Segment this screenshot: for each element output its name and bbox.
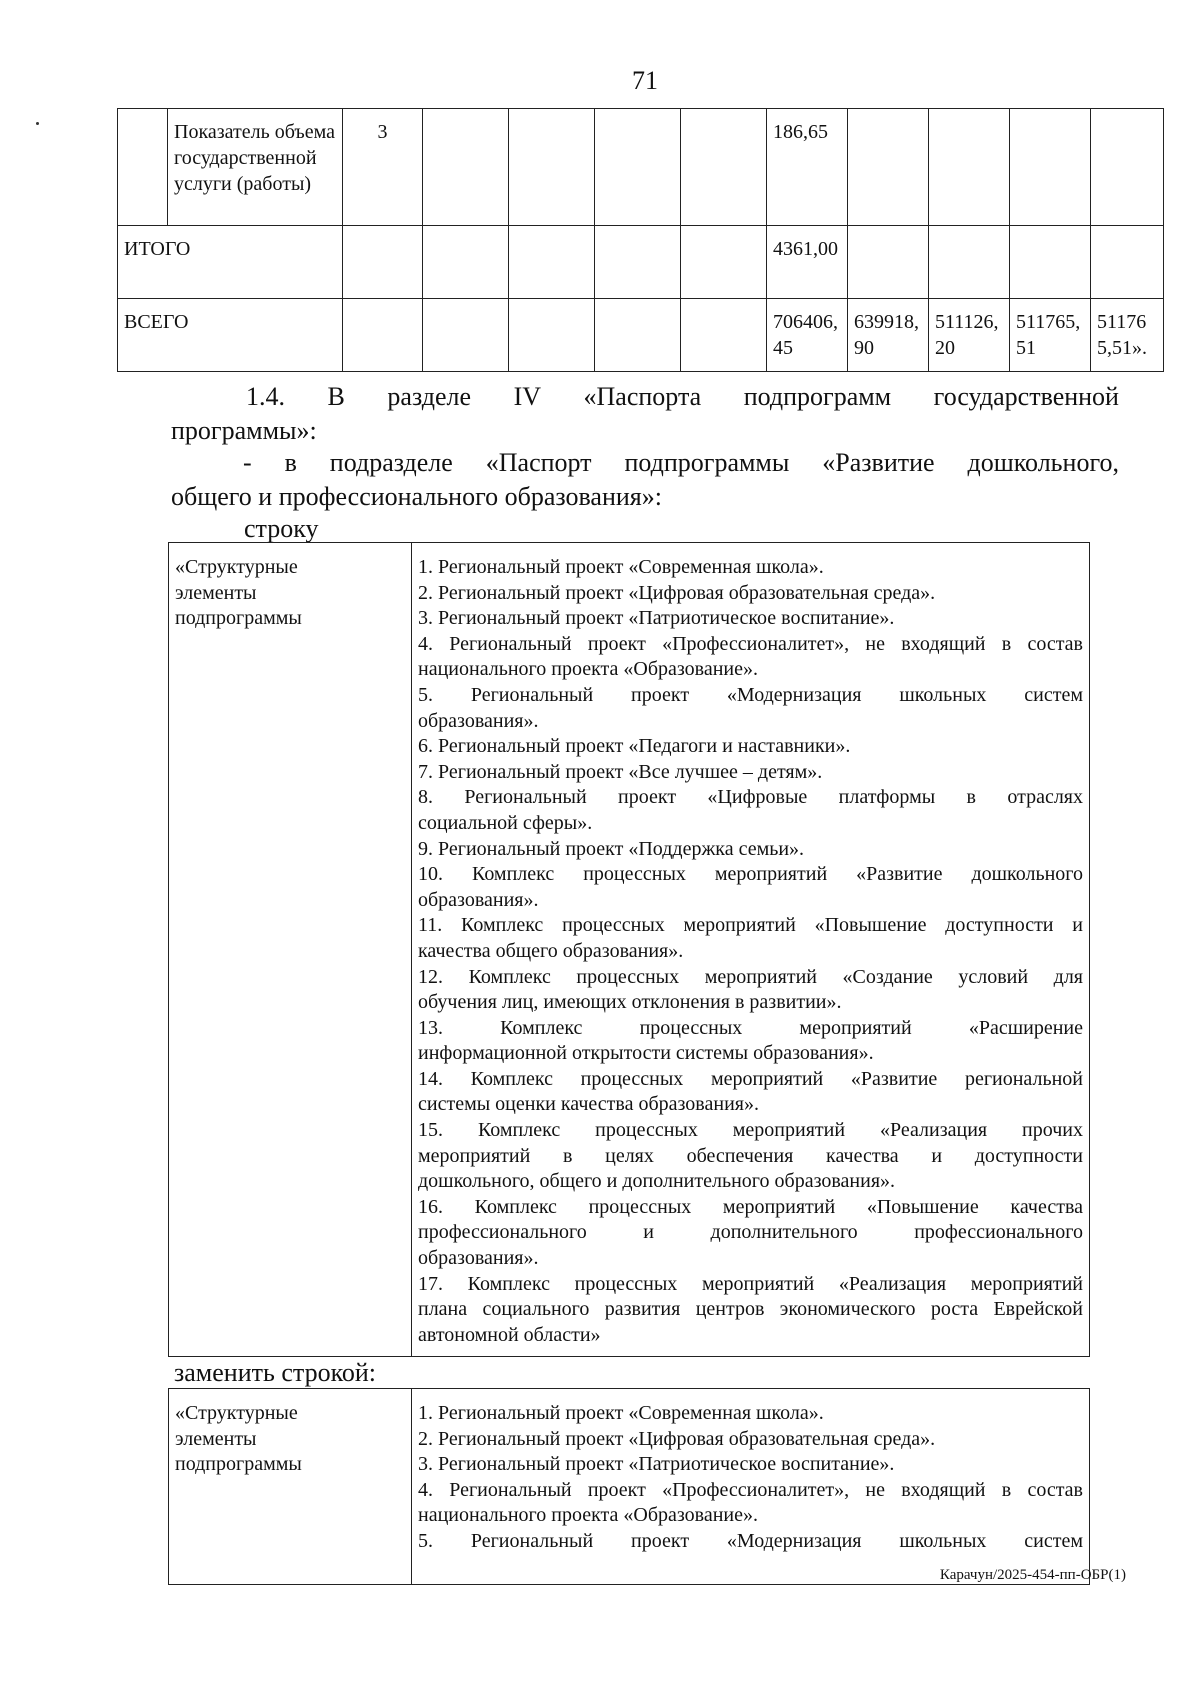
list-item <box>418 581 1083 607</box>
list-item <box>418 1401 1083 1427</box>
list-item <box>418 1452 1083 1478</box>
word: подпрограммы <box>624 448 790 477</box>
word: «Развитие <box>822 448 935 477</box>
table-cell: 3 <box>343 109 423 226</box>
list-item <box>418 1118 1083 1195</box>
table-cell <box>1010 109 1091 226</box>
list-item <box>418 1478 1083 1529</box>
label-line: элементы <box>175 581 257 604</box>
word: дошкольного, <box>967 448 1119 477</box>
list-item <box>418 1067 1083 1118</box>
word: В <box>327 382 345 411</box>
list-item-line: 5. Региональный проект «Модернизация школьных систем <box>418 1529 1083 1552</box>
table-cell <box>681 109 767 226</box>
word: «Паспорт <box>485 448 592 477</box>
list-item-line: дошкольного, общего и дополнительного образования». <box>418 1170 896 1193</box>
list-item-line: 2. Региональный проект «Цифровая образовательная среда». <box>418 1427 936 1450</box>
list-item-line: 6. Региональный проект «Педагоги и наставники». <box>418 735 851 758</box>
list-item-line: образования». <box>418 888 539 911</box>
row-label: ВСЕГО <box>118 299 343 372</box>
table-cell <box>1010 226 1091 299</box>
list-item <box>418 965 1083 1016</box>
document-footer-code: Карачун/2025-454-пп-ОБР(1) <box>939 1567 1126 1583</box>
list-item-line: информационной открытости системы образования». <box>418 1042 874 1065</box>
list-item <box>418 1427 1083 1453</box>
value-cell: 511765,51 <box>1010 299 1091 372</box>
table-row <box>169 1389 1090 1585</box>
list-item-line: профессионального и дополнительного профессионального <box>418 1221 1083 1244</box>
list-item <box>418 1016 1083 1067</box>
list-item-line: 9. Региональный проект «Поддержка семьи». <box>418 837 805 860</box>
list-item-line: 15. Комплекс процессных мероприятий «Реализация прочих <box>418 1119 1083 1142</box>
list-item-line: образования». <box>418 709 539 732</box>
list-item-line: 4. Региональный проект «Профессионалитет», не входящий в состав <box>418 1478 1083 1501</box>
table-cell <box>848 109 929 226</box>
new-structure-table <box>168 1388 1090 1585</box>
table-cell <box>423 299 509 372</box>
table-row <box>169 543 1090 1357</box>
list-item-line: 3. Региональный проект «Патриотическое воспитание». <box>418 1453 895 1476</box>
list-item-line: плана социального развития центров экономического роста Еврейской <box>418 1298 1083 1321</box>
table-cell <box>1091 109 1164 226</box>
word: - <box>243 448 252 477</box>
table-cell <box>681 299 767 372</box>
list-item-line: национального проекта «Образование». <box>418 658 759 681</box>
table-cell <box>343 226 423 299</box>
list-item-line: 17. Комплекс процессных мероприятий «Реализация мероприятий <box>418 1272 1083 1295</box>
table-cell <box>929 226 1010 299</box>
value-cell: 511765,51». <box>1091 299 1164 372</box>
word: «Паспорта <box>583 382 702 411</box>
word: разделе <box>387 382 472 411</box>
label-line: строку <box>244 514 319 543</box>
structure-items-cell <box>412 543 1090 1357</box>
list-item-line: 1. Региональный проект «Современная школа». <box>418 556 824 578</box>
list-item-line: обучения лиц, имеющих отклонения в развитии». <box>418 991 842 1014</box>
label-line: подпрограммы <box>175 1453 302 1476</box>
table-cell <box>681 226 767 299</box>
list-item-line: 5. Региональный проект «Модернизация школьных систем <box>418 683 1083 706</box>
list-item-line: 8. Региональный проект «Цифровые платформы в отраслях <box>418 786 1083 809</box>
paragraph-justified-line <box>171 446 1119 480</box>
list-item <box>418 683 1083 734</box>
label-line: элементы <box>175 1427 257 1450</box>
list-item <box>418 785 1083 836</box>
word: подразделе <box>329 448 453 477</box>
table-cell <box>509 109 595 226</box>
label-line: «Структурные <box>175 1402 298 1424</box>
list-item-line: 16. Комплекс процессных мероприятий «Повышение качества <box>418 1195 1083 1218</box>
paragraph-line: общего и профессионального образования»: <box>171 482 662 511</box>
row-label: ИТОГО <box>118 226 343 299</box>
table-cell <box>509 226 595 299</box>
list-item <box>418 1529 1083 1555</box>
list-item-line: качества общего образования». <box>418 939 684 962</box>
list-item <box>418 734 1083 760</box>
scan-speck <box>36 122 39 125</box>
old-structure-table <box>168 542 1090 1357</box>
list-item-line: 12. Комплекс процессных мероприятий «Создание условий для <box>418 965 1083 988</box>
list-item <box>418 632 1083 683</box>
list-item-line: 1. Региональный проект «Современная школа». <box>418 1402 824 1424</box>
row-label: Показатель объема государственной услуги (работы) <box>168 109 343 226</box>
list-item-line: 14. Комплекс процессных мероприятий «Развитие региональной <box>418 1067 1083 1090</box>
list-item-line: 7. Региональный проект «Все лучшее – детям». <box>418 760 823 783</box>
list-item-line: 3. Региональный проект «Патриотическое воспитание». <box>418 607 895 630</box>
list-item-line: системы оценки качества образования». <box>418 1093 759 1116</box>
paragraph-section-1-4 <box>171 380 1119 448</box>
paragraph-line: программы»: <box>171 416 317 445</box>
structure-label-cell <box>169 1389 412 1585</box>
list-item-line: национального проекта «Образование». <box>418 1504 759 1527</box>
word: в <box>284 448 297 477</box>
table-row <box>118 109 1164 226</box>
word: государственной <box>933 382 1119 411</box>
list-item-line: 4. Региональный проект «Профессионалитет», не входящий в состав <box>418 632 1083 655</box>
list-item-line: социальной сферы». <box>418 811 593 834</box>
word: 1.4. <box>246 382 285 411</box>
table-cell <box>848 226 929 299</box>
label-line: «Структурные <box>175 556 298 578</box>
list-item <box>418 1195 1083 1272</box>
table-row <box>118 299 1164 372</box>
list-item <box>418 862 1083 913</box>
page-number: 71 <box>632 66 658 95</box>
table-cell <box>1091 226 1164 299</box>
value-cell: 4361,00 <box>767 226 848 299</box>
label-line: подпрограммы <box>175 607 302 630</box>
table-cell <box>595 299 681 372</box>
table-cell <box>343 299 423 372</box>
value-cell: 639918,90 <box>848 299 929 372</box>
value-cell: 511126,20 <box>929 299 1010 372</box>
structure-label-cell <box>169 543 412 1357</box>
structure-items-cell <box>412 1389 1090 1585</box>
paragraph-subsection <box>171 446 1119 514</box>
table-cell <box>423 226 509 299</box>
word: подпрограмм <box>743 382 892 411</box>
list-item-line: мероприятий в целях обеспечения качества и доступности <box>418 1144 1083 1167</box>
list-item <box>418 760 1083 786</box>
list-item-line: образования». <box>418 1247 539 1270</box>
table-row <box>118 226 1164 299</box>
word: IV <box>513 382 541 411</box>
table-cell <box>423 109 509 226</box>
list-item <box>418 913 1083 964</box>
list-item <box>418 1272 1083 1349</box>
list-item-line: 10. Комплекс процессных мероприятий «Развитие дошкольного <box>418 863 1083 886</box>
list-item-line: 13. Комплекс процессных мероприятий «Расширение <box>418 1016 1083 1039</box>
value-cell: 706406,45 <box>767 299 848 372</box>
budget-table <box>117 108 1164 372</box>
list-item <box>418 555 1083 581</box>
list-item-line: 11. Комплекс процессных мероприятий «Повышение доступности и <box>418 914 1083 937</box>
list-item-line: автономной области» <box>418 1323 601 1346</box>
table-cell <box>595 109 681 226</box>
table-cell <box>595 226 681 299</box>
table-cell <box>509 299 595 372</box>
paragraph-justified-line <box>171 380 1119 414</box>
value-cell: 186,65 <box>767 109 848 226</box>
table-cell <box>118 109 168 226</box>
list-item <box>418 606 1083 632</box>
replace-label: заменить строкой: <box>174 1358 377 1387</box>
list-item-line: 2. Региональный проект «Цифровая образовательная среда». <box>418 581 936 604</box>
list-item <box>418 837 1083 863</box>
table-cell <box>929 109 1010 226</box>
